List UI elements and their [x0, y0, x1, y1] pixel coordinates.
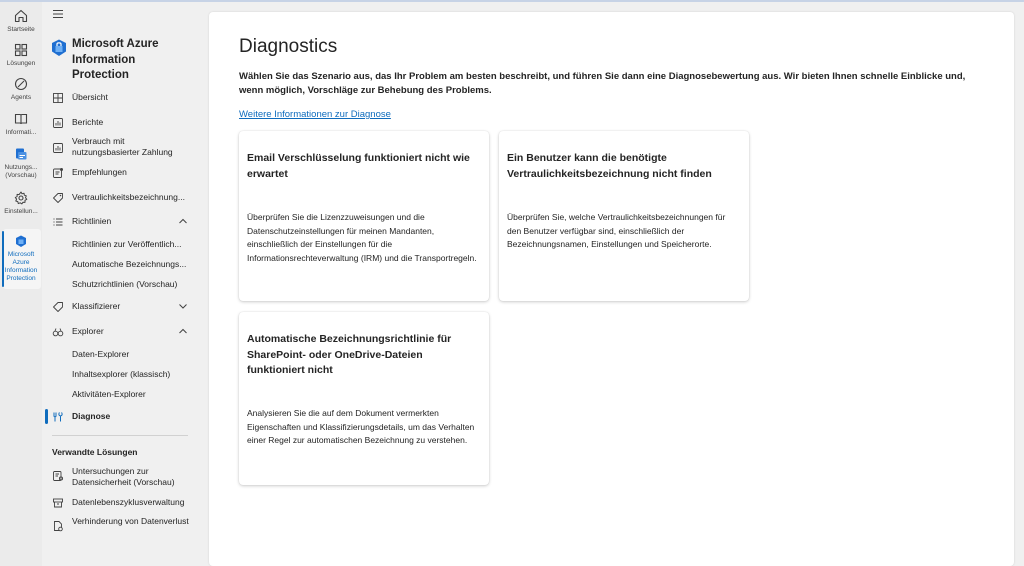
- agent-icon: [13, 76, 29, 92]
- card-title: Ein Benutzer kann die benötigte Vertraulichkeitsbezeichnung nicht finden: [507, 152, 712, 180]
- scenario-card-auto-labeling[interactable]: [239, 312, 489, 485]
- nav-item-label: Explorer: [72, 326, 104, 336]
- aip-icon: [13, 233, 29, 249]
- related-solutions-heading: Verwandte Lösungen: [52, 447, 138, 457]
- rail-item-aip[interactable]: [0, 233, 42, 283]
- nav-item-label: Datenlebenszyklusverwaltung: [72, 497, 185, 507]
- binoculars-icon: [52, 326, 64, 338]
- nav-subitem-content-explorer[interactable]: Inhaltsexplorer (klassisch): [72, 369, 171, 379]
- rail-label-2: (Vorschau): [5, 172, 37, 179]
- rail-item-information[interactable]: [0, 111, 42, 137]
- card-title: Automatische Bezeichnungsrichtlinie für SharePoint- oder OneDrive-Dateien funktioniert nicht: [247, 333, 452, 376]
- classifier-tag-icon: [52, 301, 64, 313]
- report-icon: [52, 117, 64, 129]
- book-icon: [13, 111, 29, 127]
- scenario-card-missing-label[interactable]: [499, 131, 749, 301]
- rail-label: Lösungen: [6, 60, 36, 67]
- home-icon: [13, 8, 29, 24]
- chevron-up-icon[interactable]: [178, 217, 188, 225]
- rail-label-3: Information: [4, 267, 38, 274]
- nav-item-label: Untersuchungen zur Datensicherheit (Vorschau): [72, 466, 175, 487]
- nav-item-label: Verbrauch mit nutzungsbasierter Zahlung: [72, 136, 173, 157]
- scenario-card-email-encryption[interactable]: [239, 131, 489, 301]
- nav-item-label: Diagnose: [72, 411, 111, 421]
- nav-subitem-auto-labeling[interactable]: Automatische Bezeichnungs...: [72, 259, 187, 269]
- usage-icon: [13, 146, 29, 162]
- nav-divider: [52, 435, 188, 436]
- rail-item-home[interactable]: [0, 8, 42, 34]
- chevron-up-icon[interactable]: [178, 327, 188, 335]
- learn-more-link[interactable]: Weitere Informationen zur Diagnose: [239, 109, 391, 120]
- nav-subitem-protection-policies[interactable]: Schutzrichtlinien (Vorschau): [72, 279, 178, 289]
- hamburger-menu-icon[interactable]: [52, 9, 64, 19]
- grid-icon: [13, 42, 29, 58]
- rail-label: Microsoft: [7, 251, 35, 258]
- rail-label: Informati...: [5, 129, 37, 136]
- nav-item-label: Empfehlungen: [72, 167, 127, 177]
- recommendations-icon: [52, 167, 64, 179]
- nav-active-indicator: [45, 409, 48, 424]
- rail-item-agents[interactable]: [0, 76, 42, 102]
- nav-item-label: Vertraulichkeitsbezeichnung...: [72, 192, 185, 202]
- policy-list-icon: [52, 216, 64, 228]
- nav-subitem-activity-explorer[interactable]: Aktivitäten-Explorer: [72, 389, 146, 399]
- rail-label: Startseite: [7, 26, 35, 33]
- rail-item-solutions[interactable]: [0, 42, 42, 68]
- rail-label-2: Azure: [12, 259, 30, 266]
- rail-item-settings[interactable]: [0, 190, 42, 216]
- nav-item-label: Berichte: [72, 117, 104, 127]
- page-description: Wählen Sie das Szenario aus, das Ihr Problem am besten beschreibt, und führen Sie dann eine Diagnosebewertung aus. Wir bieten Ihnen schnelle Einblicke und, wenn möglich, Vorschläge zur Behebung des Problems.: [239, 71, 966, 96]
- app-title: Microsoft Azure Information Protection: [72, 38, 159, 81]
- nav-item-label: Richtlinien: [72, 216, 112, 226]
- nav-item-label: Verhinderung von Datenverlust: [72, 516, 189, 526]
- card-description: Überprüfen Sie die Lizenzzuweisungen und die Datenschutzeinstellungen für meinen Mandanten, einschließlich der Einstellungen für die Informationsrechteverwaltung (IRM) und die Transportregeln.: [247, 212, 477, 263]
- card-title: Email Verschlüsselung funktioniert nicht wie erwartet: [247, 152, 470, 180]
- rail-label: Einstellun...: [4, 208, 38, 215]
- rail-item-usage[interactable]: [0, 146, 42, 180]
- nav-item-label: Klassifizierer: [72, 301, 121, 311]
- rail-label: Agents: [10, 94, 32, 101]
- gear-icon: [13, 190, 29, 206]
- rail-label-4: Protection: [6, 275, 36, 282]
- nav-subitem-data-explorer[interactable]: Daten-Explorer: [72, 349, 130, 359]
- nav-subitem-publishing-policies[interactable]: Richtlinien zur Veröffentlich...: [72, 239, 182, 249]
- archive-icon: [52, 497, 64, 509]
- tag-icon: [52, 192, 64, 204]
- aip-logo-icon: [50, 38, 68, 58]
- nav-item-label: Übersicht: [72, 92, 108, 102]
- rail-label: Nutzungs...: [4, 164, 38, 171]
- card-description: Analysieren Sie die auf dem Dokument vermerkten Eigenschaften und Klassifizierungsdetails, um das Verhalten einer Regel zur automatischen Bezeichnung zu verstehen.: [247, 408, 475, 445]
- dlp-document-icon: [52, 520, 64, 532]
- chevron-down-icon[interactable]: [178, 302, 188, 310]
- overview-icon: [52, 92, 64, 104]
- card-description: Überprüfen Sie, welche Vertraulichkeitsbezeichnungen für den Benutzer verfügbar sind, einschließlich der Bezeichnungsnamen, Einstellungen und Speicherorte.: [507, 212, 726, 249]
- diagnostics-tools-icon: [52, 411, 64, 423]
- investigation-icon: [52, 470, 64, 482]
- billing-chart-icon: [52, 142, 64, 154]
- page-title: Diagnostics: [239, 36, 338, 57]
